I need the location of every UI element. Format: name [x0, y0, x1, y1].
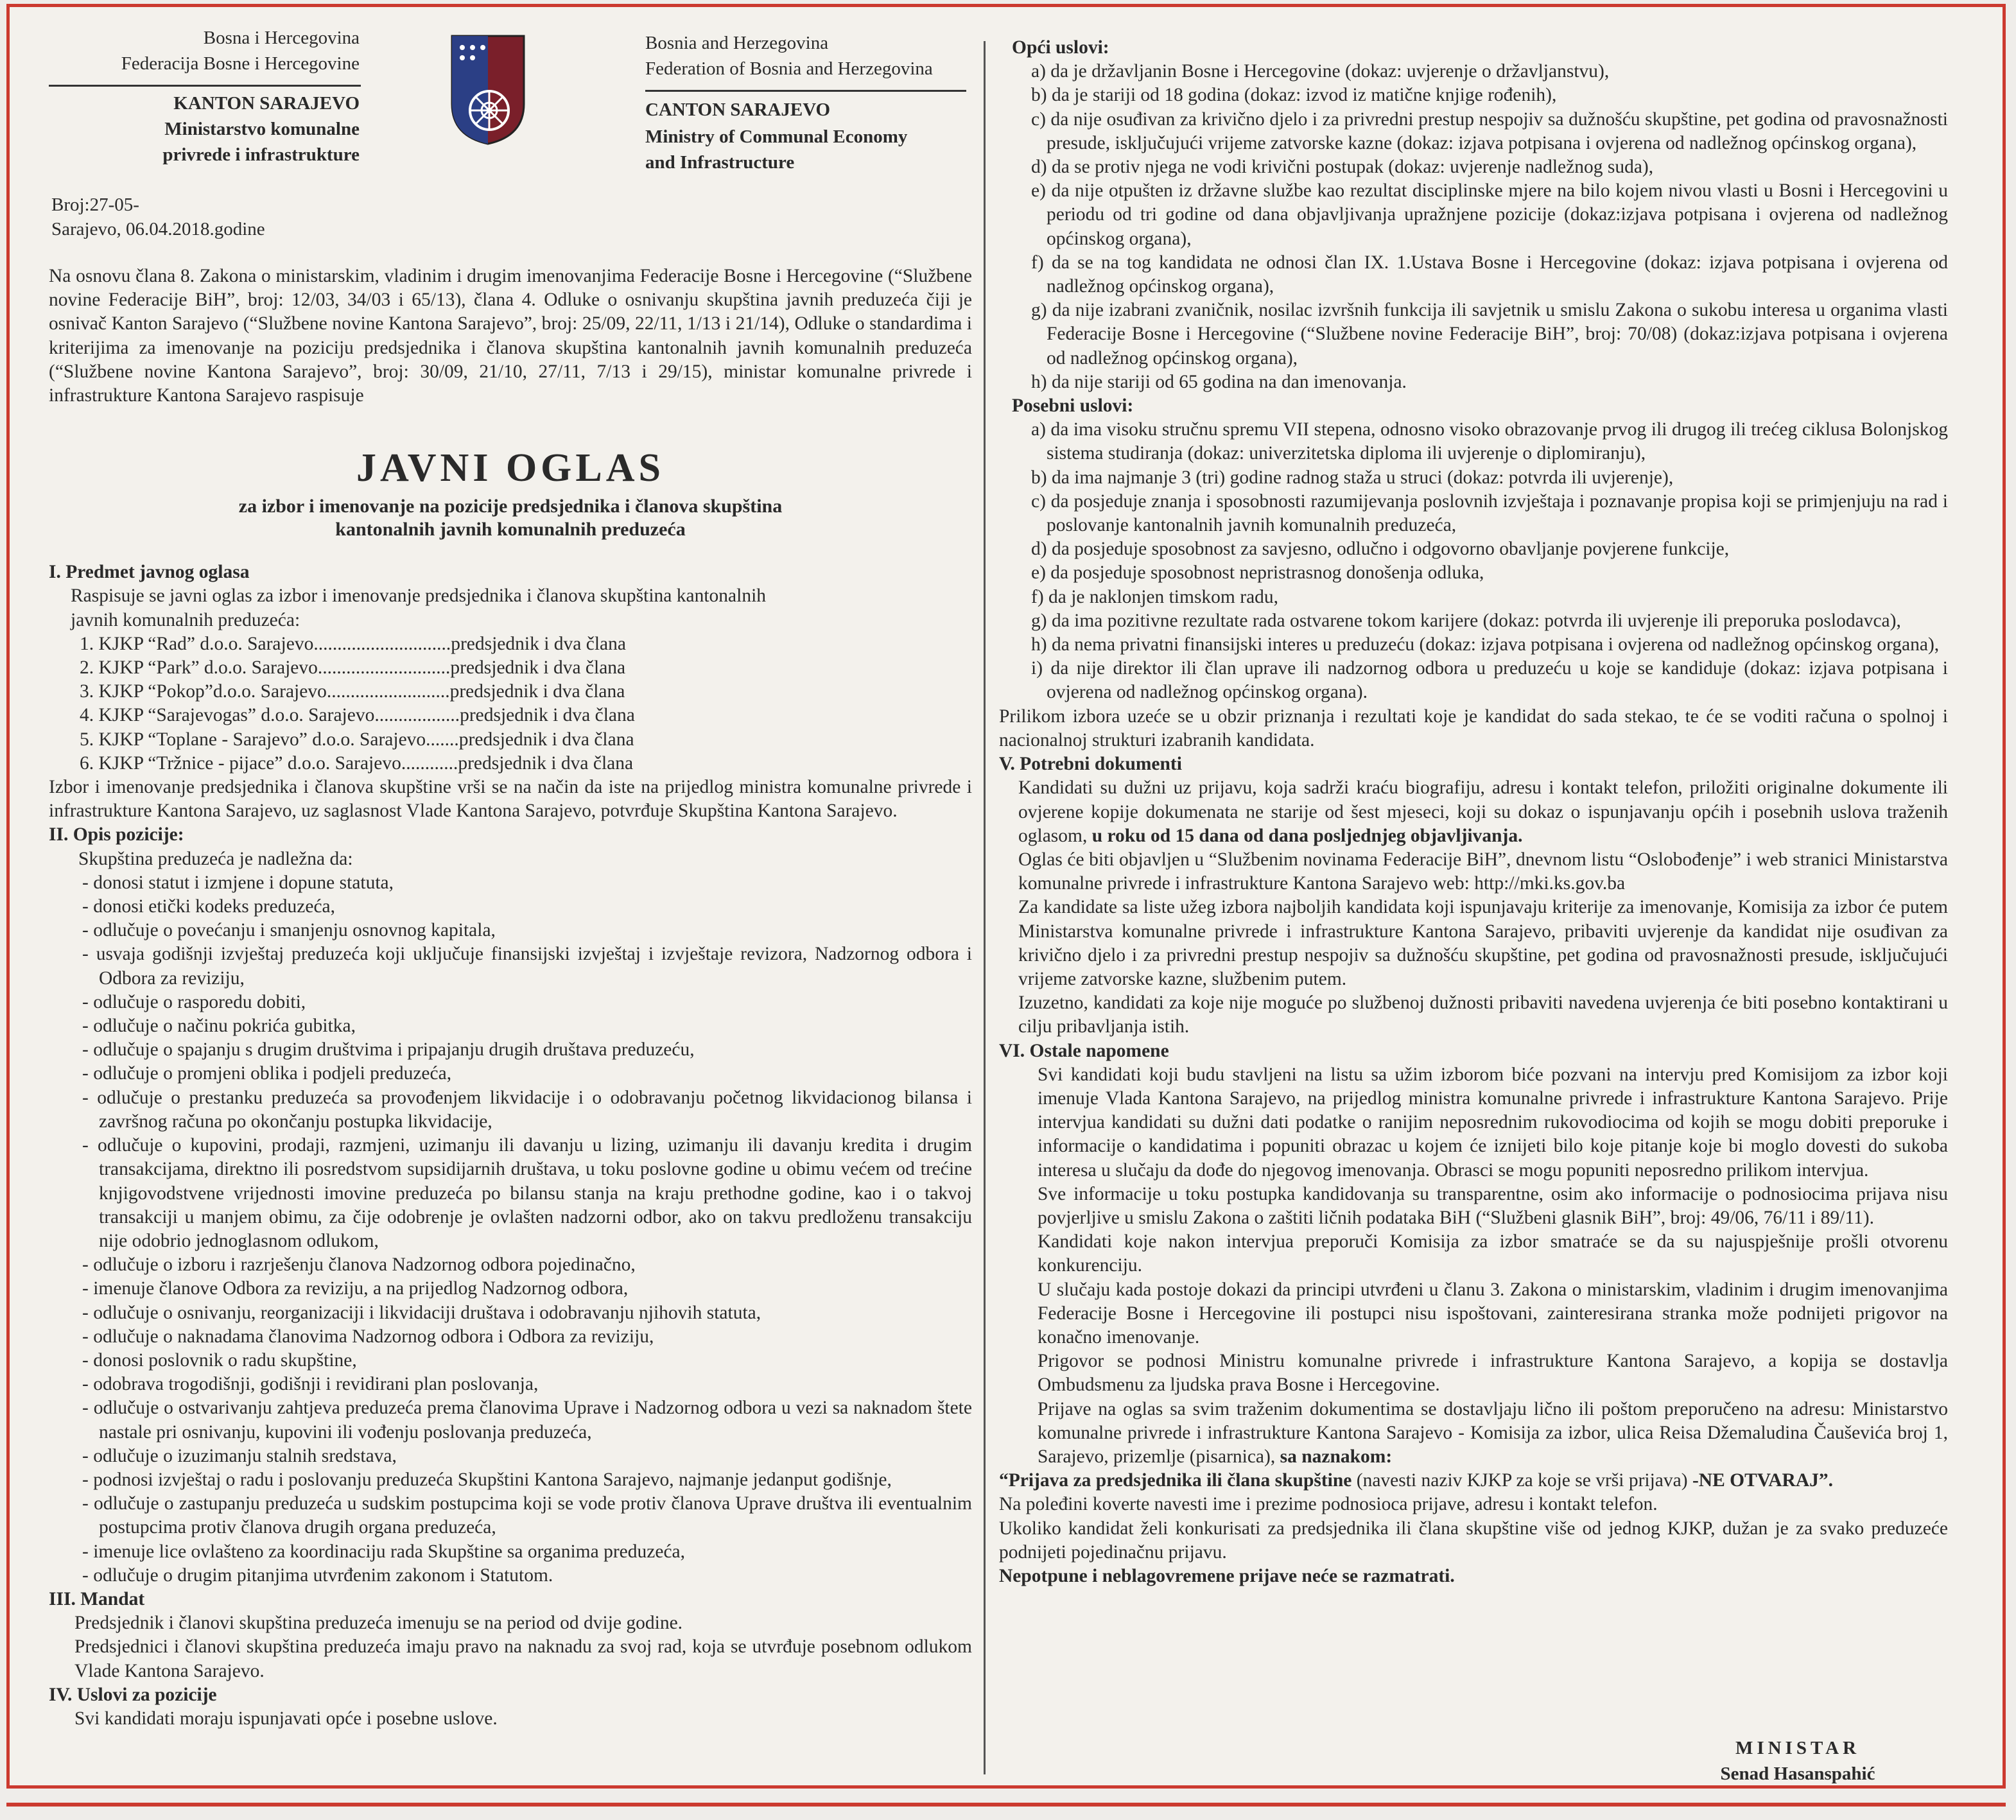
special-condition-item: d) da posjeduje sposobnost za savjesno, odlučno i odgovorno obavljanje povjerene funkcije,: [1031, 539, 1730, 560]
competence-item: - podnosi izvještaj o radu i poslovanju preduzeća Skupštini Kantona Sarajevo, najmanje jedanput godišnje,: [82, 1469, 892, 1490]
section-1-after: Izbor i imenovanje predsjednika i članova skupštine vrši se na način da iste na prijedlog ministra komunalne privrede i infrastrukture Kantona Sarajevo, uz saglasnost Vlade Kantona Sarajevo, potvrđuje Skupština Kantona Sarajevo.: [49, 777, 972, 822]
section-1-heading: I. Predmet javnog oglasa: [49, 562, 250, 583]
general-condition-item: d) da se protiv njega ne vodi krivični postupak (dokaz: uvjerenje nadležnog suda),: [1031, 157, 1654, 178]
general-condition-item: b) da je stariji od 18 godina (dokaz: izvod iz matične knjige rođenih),: [1031, 85, 1557, 106]
section-6-p6: [999, 1398, 1948, 1469]
signature-title: MINISTAR: [1735, 1738, 1861, 1758]
left-column: [49, 264, 972, 1731]
competence-item: - donosi etički kodeks preduzeća,: [82, 896, 336, 917]
competence-item: - odlučuje o spajanju s drugim društvima i pripajanju drugih društava preduzeću,: [82, 1039, 695, 1061]
competence-item: - odlučuje o izuzimanju stalnih sredstava,: [82, 1445, 397, 1466]
notice-subtitle-line1: za izbor i imenovanje na pozicije predsjednika i članova skupština: [238, 496, 783, 517]
section-1-text: Raspisuje se javni oglas za izbor i imenovanje predsjednika i članova skupština kantonalnih javnih komunalnih preduzeća:: [71, 585, 767, 630]
special-condition-item: i) da nije direktor ili član uprave ili nadzornog odbora u preduzeću u koje se kandiduje (dokaz: izjava potpisana i ovjerena od nadležnog općinskog organa).: [1031, 658, 1948, 703]
header-left-federation: Federacija Bosne i Hercegovine: [121, 53, 360, 74]
section-2-heading: II. Opis pozicije:: [49, 824, 184, 845]
section-4-text: Svi kandidati moraju ispunjavati opće i posebne uslove.: [74, 1708, 498, 1729]
header-right-ministry-line1: Ministry of Communal Economy: [645, 126, 908, 147]
section-6-heading: VI. Ostale napomene: [999, 1040, 1169, 1061]
general-condition-item: c) da nije osuđivan za krivično djelo i za privredni prestup nespojiv sa dužnošću skupštine, pet godina od pravosnažnosti presude, isključujući vrijeme zatvorske kazne (dokaz: izjava potpisana i ovjerena od nadležnog općinskog organa),: [1031, 108, 1948, 153]
competence-item: - odlučuje o naknadama članovima Nadzornog odbora i Odbora za reviziju,: [82, 1326, 654, 1347]
right-column: [999, 36, 1948, 1588]
general-condition-item: g) da nije izabrani zvaničnik, nosilac izvršnih funkcija ili savjetnik u smislu Zakona o sukobu interesa u organima vlasti Federacije Bosne i Hercegovine (“Službene novine Federacije BiH”, broj: 70/08) (dokaz:izjava potpisana i ovjerena od nadležnog općinskog organa),: [1031, 300, 1948, 368]
competence-item: - odlučuje o kupovini, prodaji, razmjeni, uzimanju ili davanju u lizing, uzimanju ili davanju kredita i drugim transakcijama, direktno ili posredstvom supsidijarnih društava, u toku poslovne godine u obimu većem od trećine knjigovodstvene vrijednosti imovine preduzeća po bilansu stanja na kraju prethodne godine, kao i o takvoj transakciji u manjem obimu, za čije odobrenje je ovlašten nadzorni odbor, ako on takvu predloženu transakciju nije odobrio jednoglasnom odlukom,: [82, 1135, 972, 1251]
header-left-ministry-line1: Ministarstvo komunalne: [164, 119, 360, 139]
section-6-p7: [999, 1469, 1948, 1493]
intro-paragraph: Na osnovu člana 8. Zakona o ministarskim, vladinim i drugim imenovanjima Federacije Bosne i Hercegovine (“Službene novine Federacije BiH”, broj: 12/03, 34/03 i 65/13), člana 4. Odluke o osnivanju skupština javnih preduzeća čiji je osnivač Kanton Sarajevo (“Službene novine Kantona Sarajevo”, broj: 25/09, 22/11, 1/13 i 21/14), Odluke o standardima i kriterijima za imenovanje na poziciju predsjednika i članova skupština kantonalnih javnih komunalnih preduzeća (“Službene novine Kantona Sarajevo”, broj: 30/09, 21/10, 27/11, 7/13 i 29/15), ministar komunalne privrede i infrastrukture Kantona Sarajevo raspisuje: [49, 266, 972, 406]
competence-item: - odlučuje o izboru i razrješenju članova Nadzornog odbora pojedinačno,: [82, 1254, 636, 1276]
section-6-p9: Ukoliko kandidat želi konkurisati za predsjednika ili člana skupštine više od jednog KJKP, dužan je za svako preduzeće podnijeti pojedinačnu prijavu.: [999, 1518, 1948, 1563]
general-conditions-heading: Opći uslovi:: [1012, 37, 1109, 58]
special-condition-item: f) da je naklonjen timskom radu,: [1031, 586, 1279, 607]
special-condition-item: g) da ima pozitivne rezultate rada ostvarene tokom karijere (dokaz: potvrda ili uvjerenje ili preporuka poslodavca),: [1031, 610, 1901, 631]
header-right-country: Bosnia and Herzegovina: [645, 33, 829, 53]
competence-item: - imenuje lice ovlašteno za koordinaciju rada Skupštine sa organima preduzeća,: [82, 1541, 686, 1562]
competence-item: - odlučuje o promjeni oblika i podjeli preduzeća,: [82, 1063, 452, 1084]
envelope-label-start: “Prijava za predsjednika ili člana skupštine: [999, 1470, 1352, 1491]
competence-list: [49, 871, 972, 1588]
competence-item: - odlučuje o rasporedu dobiti,: [82, 991, 306, 1012]
special-condition-item: a) da ima visoku stručnu spremu VII stepena, odnosno visoko obrazovanje prvog ili drugog ili trećeg ciklusa Bolonjskog sistema studiranja (dokaz: univerzitetska diploma ili uvjerenje o diplomiranju),: [1031, 419, 1948, 464]
general-condition-item: a) da je državljanin Bosne i Hercegovine (dokaz: uvjerenje o državljanstvu),: [1031, 61, 1610, 82]
general-condition-item: h) da nije stariji od 65 godina na dan imenovanja.: [1031, 371, 1407, 392]
bottom-border-rule: [6, 1803, 2006, 1807]
section-6-p6-mark: sa naznakom:: [1280, 1446, 1393, 1467]
selection-note: Prilikom izbora uzeće se u obzir priznanja i rezultati koje je kandidat do sada stekao, te će se voditi računa o spolnoj i nacionalnoj strukturi izabranih kandidata.: [999, 706, 1948, 750]
special-condition-item: b) da ima najmanje 3 (tri) godine radnog staža u struci (dokaz: potvrda ili uvjerenje),: [1031, 467, 1674, 488]
section-6-p3: Kandidati koje nakon intervjua preporuči Komisija za izbor smatraće se da su najuspješnije prošli otvorenu konkurenciju.: [1038, 1231, 1948, 1276]
competence-item: - odlučuje o načinu pokrića gubitka,: [82, 1016, 356, 1037]
header-right-canton: CANTON SARAJEVO: [645, 100, 831, 120]
section-5-p1-text: Kandidati su dužni uz prijavu, koja sadrži kraću biografiju, adresu i kontakt telefon, priložiti originalne dokumente ili ovjerene kopije dokumenata ne starije od šest mjeseci, koji su dokaz o ispunjavanju općih i posebnih uslova traženih oglasom,: [1018, 777, 1948, 846]
general-condition-item: e) da nije otpušten iz državne službe kao rezultat disciplinske mjere na bilo kojem nivou vlasti u Bosni i Hercegovini u periodu od tri godine od dana objavljivanja upražnjene pozicije (dokaz:izjava potpisana i ovjerena od nadležnog općinskog organa),: [1031, 180, 1948, 249]
section-6-p10: Nepotpune i neblagovremene prijave neće se razmatrati.: [999, 1566, 1455, 1586]
section-5-deadline: u roku od 15 dana od dana posljednjeg objavljivanja.: [1091, 825, 1523, 846]
competence-item: - odlučuje o ostvarivanju zahtjeva preduzeća prema članovima Uprave i Nadzornog odbora u vezi sa naknadom štete nastale pri osnivanju, kupovini ili vođenju poslovanja preduzeća,: [82, 1398, 972, 1443]
section-3-p2: Predsjednici i članovi skupština preduzeća imaju pravo na naknadu za svoj rad, koja se utvrđuje posebnom odlukom Vlade Kantona Sarajevo.: [74, 1636, 972, 1681]
section-5-p4: Izuzetno, kandidati za koje nije moguće po službenoj dužnosti pribaviti navedena uvjerenja će biti posebno kontaktirani u cilju pribavljanja istih.: [1018, 992, 1948, 1037]
signature-name: Senad Hasanspahić: [1720, 1764, 1875, 1784]
header-left-canton: KANTON SARAJEVO: [173, 93, 360, 114]
section-6-p1: Svi kandidati koji budu stavljeni na listu sa užim izborom biće pozvani na intervju pred Komisijom za izbor koji imenuje Vlada Kantona Sarajevo, na prijedlog ministra komunalne privrede i infrastrukture Kantona Sarajevo. Prije intervjua kandidati su dužni dati podatke o ranijim neposrednim rukovodiocima od kojih se mogu dobiti preporuke i informacije o kandidatima i popuniti obrazac u kojem će iznijeti bilo koje pitanje koje bi moglo dovesti do sukoba interesa u slučaju da dođe do njegovog imenovanja. Obrasci se mogu popuniti neposredno prilikom intervjua.: [1038, 1064, 1948, 1181]
special-conditions-heading: Posebni uslovi:: [1012, 395, 1134, 417]
special-condition-item: e) da posjeduje sposobnost nepristrasnog donošenja odluka,: [1031, 562, 1484, 584]
section-6-p8: Na poleđini koverte navesti ime i prezime podnosioca prijave, adresu i kontakt telefon.: [999, 1494, 1658, 1515]
company-list-item: 5. KJKP “Toplane - Sarajevo” d.o.o. Sarajevo.......predsjednik i dva člana: [80, 729, 634, 750]
special-condition-item: h) da nema privatni finansijski interes u preduzeću (dokaz: izjava potpisana i ovjerena od nadležnog općinskog organa),: [1031, 634, 1940, 655]
company-list-item: 6. KJKP “Tržnice - pijace” d.o.o. Sarajevo............predsjednik i dva člana: [80, 752, 634, 774]
section-6-p4: U slučaju kada postoje dokazi da principi utvrđeni u članu 3. Zakona o ministarskim, vladinim i drugim imenovanjima Federacije Bosne i Hercegovine ili postupci nisu ispoštovani, zainteresirana stranka može podnijeti prigovor na konačno imenovanje.: [1038, 1279, 1948, 1348]
section-6-p5: Prigovor se podnosi Ministru komunalne privrede i infrastrukture Kantona Sarajevo, a kopija se dostavlja Ombudsmenu za ljudska prava Bosne i Hercegovine.: [1038, 1351, 1948, 1396]
competence-item: - odobrava trogodišnji, godišnji i revidirani plan poslovanja,: [82, 1374, 539, 1395]
envelope-label-end: -NE OTVARAJ”.: [1692, 1470, 1834, 1491]
section-4-heading: IV. Uslovi za pozicije: [49, 1684, 217, 1705]
notice-title: JAVNI OGLAS: [356, 446, 665, 490]
competence-item: - odlučuje o osnivanju, reorganizaciji i likvidaciji društava i odobravanju njihovih statuta,: [82, 1302, 761, 1323]
section-3-heading: III. Mandat: [49, 1588, 145, 1609]
section-5-p3: Za kandidate sa liste užeg izbora najboljih kandidata koji ispunjavaju kriterije za imenovanje, Komisija za izbor će putem Ministarstva komunalne privrede i infrastrukture Kantona Sarajevo, pribaviti uvjerenje da kandidat nije osuđivan za krivično djelo i za privredni prestup nespojiv sa dužnošću skupštine, pet godina od pravosnažnosti presude, isključujući vrijeme zatvorske kazne, službenim putem.: [1018, 897, 1948, 989]
header-right-rule: [645, 90, 966, 92]
company-list-item: 3. KJKP “Pokop”d.o.o. Sarajevo..........................predsjednik i dva člana: [80, 681, 625, 702]
competence-item: - odlučuje o zastupanju preduzeća u sudskim postupcima koji se vode protiv članova Uprave društva ili eventualnim postupcima protiv članova drugih organa preduzeća,: [82, 1493, 972, 1538]
company-list-item: 4. KJKP “Sarajevogas” d.o.o. Sarajevo..................predsjednik i dva člana: [80, 705, 635, 726]
header-right-ministry-line2: and Infrastructure: [645, 152, 795, 173]
header-left-country: Bosna i Hercegovina: [203, 28, 360, 48]
section-3-p1: Predsjednik i članovi skupština preduzeća imenuju se na period od dvije godine.: [74, 1613, 683, 1634]
header-right-federation: Federation of Bosnia and Herzegovina: [645, 58, 933, 79]
competence-item: - odlučuje o prestanku preduzeća sa provođenjem likvidacije i o odobravanju početnog likvidacionog bilansa i završnog računa po okončanju postupka likvidacije,: [82, 1087, 972, 1132]
document-number: Broj:27-05-: [51, 195, 139, 215]
header-left-rule: [49, 85, 361, 87]
competence-item: - odlučuje o povećanju i smanjenju osnovnog kapitala,: [82, 920, 496, 941]
document-date: Sarajevo, 06.04.2018.godine: [51, 219, 265, 239]
section-6-p2: Sve informacije u toku postupka kandidovanja su transparentne, osim ako informacije o podnosiocima prijava nisu povjerljive u smislu Zakona o zaštiti ličnih podataka BiH (“Službeni glasnik BiH”, broj: 49/06, 76/11 i 89/11).: [1038, 1183, 1948, 1228]
company-list: [49, 632, 774, 776]
company-list-item: 1. KJKP “Rad” d.o.o. Sarajevo.............................predsjednik i dva člana: [80, 633, 626, 654]
company-list-item: 2. KJKP “Park” d.o.o. Sarajevo............................predsjednik i dva člana: [80, 657, 626, 679]
section-2-intro: Skupština preduzeća je nadležna da:: [78, 848, 353, 869]
envelope-label-middle: (navesti naziv KJKP za koje se vrši prijava): [1351, 1470, 1692, 1491]
special-condition-item: c) da posjeduje znanja i sposobnosti razumijevanja poslovnih izvještaja i poznavanje propisa koji se primjenjuju na rad i poslovanje kantonalnih javnih komunalnih preduzeća,: [1031, 490, 1948, 536]
section-5-p1: [999, 776, 1948, 848]
competence-item: - donosi poslovnik o radu skupštine,: [82, 1349, 357, 1371]
section-5-heading: V. Potrebni dokumenti: [999, 754, 1182, 775]
notice-subtitle-line2: kantonalnih javnih komunalnih preduzeća: [335, 519, 686, 541]
column-divider: [984, 41, 986, 1774]
coat-of-arms-icon: [449, 33, 526, 146]
general-condition-item: f) da se na tog kandidata ne odnosi član IX. 1.Ustava Bosne i Hercegovine (dokaz: izjava potpisana i ovjerena od nadležnog općinskog organa),: [1031, 252, 1948, 297]
competence-item: - donosi statut i izmjene i dopune statuta,: [82, 872, 394, 893]
header-left-ministry-line2: privrede i infrastrukture: [162, 144, 360, 165]
competence-item: - usvaja godišnji izvještaj preduzeća koji uključuje finansijski izvještaj i izvještaje revizora, Nadzornog odbora i Odbora za reviziju,: [82, 944, 972, 989]
section-5-p2: Oglas će biti objavljen u “Službenim novinama Federacije BiH”, dnevnom listu “Oslobođenje” i web stranici Ministarstva komunalne privrede i infrastrukture Kantona Sarajevo web: http://mki.ks.gov.ba: [1018, 849, 1948, 894]
section-6-p6-text: Prijave na oglas sa svim traženim dokumentima se dostavljaju lično ili poštom preporučeno na adresu: Ministarstvo komunalne privrede i infrastrukture Kantona Sarajevo - Komisija za izbor, ulica Reisa Džemaludina Čauševića broj 1, Sarajevo, prizemlje (pisarnica),: [1038, 1398, 1948, 1467]
competence-item: - odlučuje o drugim pitanjima utvrđenim zakonom i Statutom.: [82, 1564, 553, 1586]
competence-item: - imenuje članove Odbora za reviziju, a na prijedlog Nadzornog odbora,: [82, 1278, 629, 1299]
